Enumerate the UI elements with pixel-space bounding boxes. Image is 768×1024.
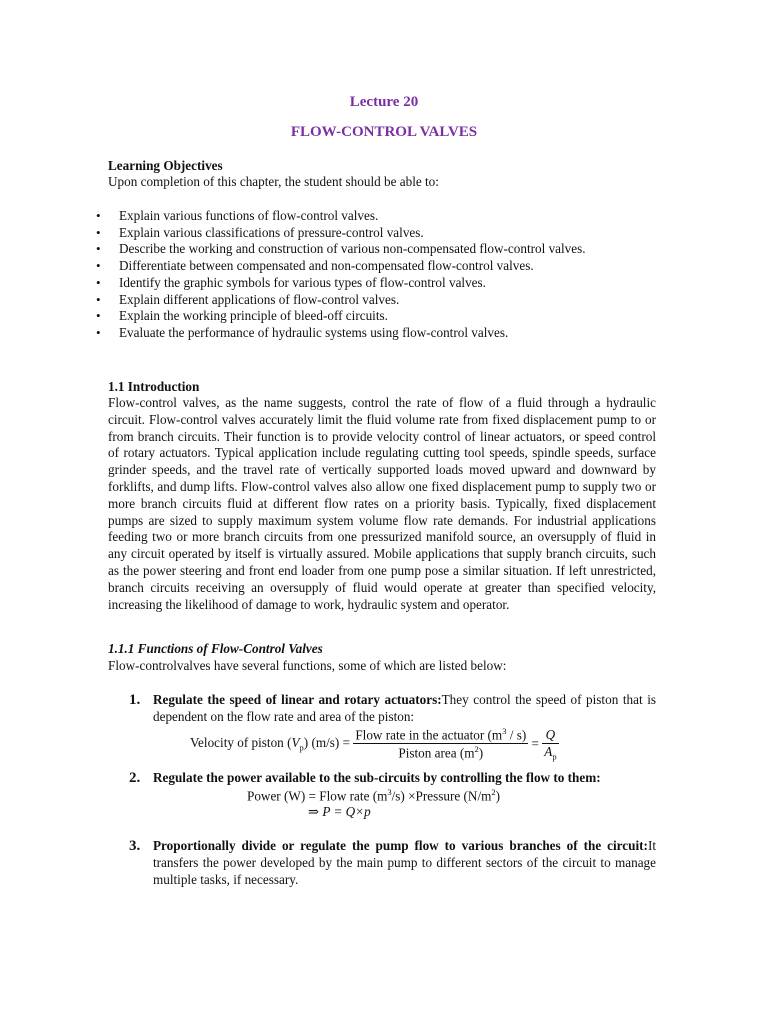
item-heading: Regulate the speed of linear and rotary actuators:: [153, 692, 442, 707]
page-title: FLOW-CONTROL VALVES: [290, 124, 478, 140]
velocity-formula: Velocity of piston $(V_p) (m/s)$ = $\frac{Flow rate in the actuator (m^3 / s)}{Piston area (m^2)}$ = $\frac{Q}{A_p}$: [190, 726, 557, 762]
list-item: • Differentiate between compensated and non-compensated flow-control valves.: [93, 258, 653, 275]
item-text: They control the speed of piston that is dependent on the flow rate and area of the piston:: [153, 692, 656, 724]
list-item: • Identify the graphic symbols for various types of flow-control valves.: [93, 275, 653, 292]
objectives-list: [93, 208, 653, 342]
list-item: • Describe the working and construction of various non-compensated flow-control valves.: [93, 241, 653, 258]
subsection-heading: 1.1.1 Functions of Flow-Control Valves: [108, 641, 323, 656]
velocity-fraction: $\frac{Flow rate in the actuator (m^3 / s)}{Piston area (m^2)}$: [355, 726, 527, 761]
list-item: • Explain different applications of flow-control valves.: [93, 292, 653, 309]
subsection-intro: Flow-controlvalves have several functions, some of which are listed below:: [108, 658, 507, 673]
list-item: • Explain the working principle of bleed-off circuits.: [93, 308, 653, 325]
lecture-number: Lecture 20: [349, 94, 419, 110]
item-heading: Proportionally divide or regulate the pump flow to various branches of the circuit:: [153, 838, 648, 853]
item-number: 3.: [129, 838, 141, 854]
numbered-item: [131, 692, 656, 726]
item-number: 1.: [129, 692, 141, 708]
power-equation: ⇒ P = Q×p: [308, 804, 371, 819]
item-text: It transfers the power developed by the main pump to different sectors of the circuit to manage multiple tasks, if necessary.: [153, 838, 656, 887]
objectives-intro: Upon completion of this chapter, the student should be able to:: [108, 174, 439, 189]
q-over-a-fraction: $\frac{Q}{A_p}$: [544, 726, 557, 762]
section-heading: 1.1 Introduction: [108, 379, 200, 394]
item-heading: Regulate the power available to the sub-circuits by controlling the flow to them:: [153, 770, 601, 785]
item-number: 2.: [129, 770, 141, 786]
numbered-item: [131, 770, 656, 787]
section-body: Flow-control valves, as the name suggests, control the rate of flow of a fluid through a hydraulic circuit. Flow-control valves accurately limit the fluid volume rate from fixed displacement pump to or from branch circuits. Their function is to provide velocity control of linear actuators, or speed control of rotary actuators. Typical application include regulating cutting tool speeds, spindle speeds, surface grinder speeds, and the travel rate of vertically supported loads moved upward and downward by forklifts, and dump lifts. Flow-control valves also allow one fixed displacement pump to supply two or more branch circuits fluid at different flow rates on a priority basis. Typically, fixed displacement pumps are sized to supply maximum system volume flow rate demands. For industrial applications feeding two or more branch circuits from one pressurized manifold source, an oversupply of fluid in any circuit operated by itself is virtually assured. Mobile applications that supply branch circuits, such as the power steering and front end loader from one pump pose a similar situation. If left unrestricted, branch circuits receiving an oversupply of fluid would operate at greater than specified velocity, increasing the likelihood of damage to work, hydraulic system and operator.: [108, 395, 656, 612]
list-item: • Explain various classifications of pressure-control valves.: [93, 225, 653, 242]
list-item: • Evaluate the performance of hydraulic systems using flow-control valves.: [93, 325, 653, 342]
power-formula: Power (W) = Flow rate $(m^3/s)$ ×Pressure $(N/m^2)$: [247, 787, 501, 804]
numbered-item: [131, 838, 656, 888]
list-item: • Explain various functions of flow-control valves.: [93, 208, 653, 225]
objectives-heading: Learning Objectives: [108, 158, 223, 173]
